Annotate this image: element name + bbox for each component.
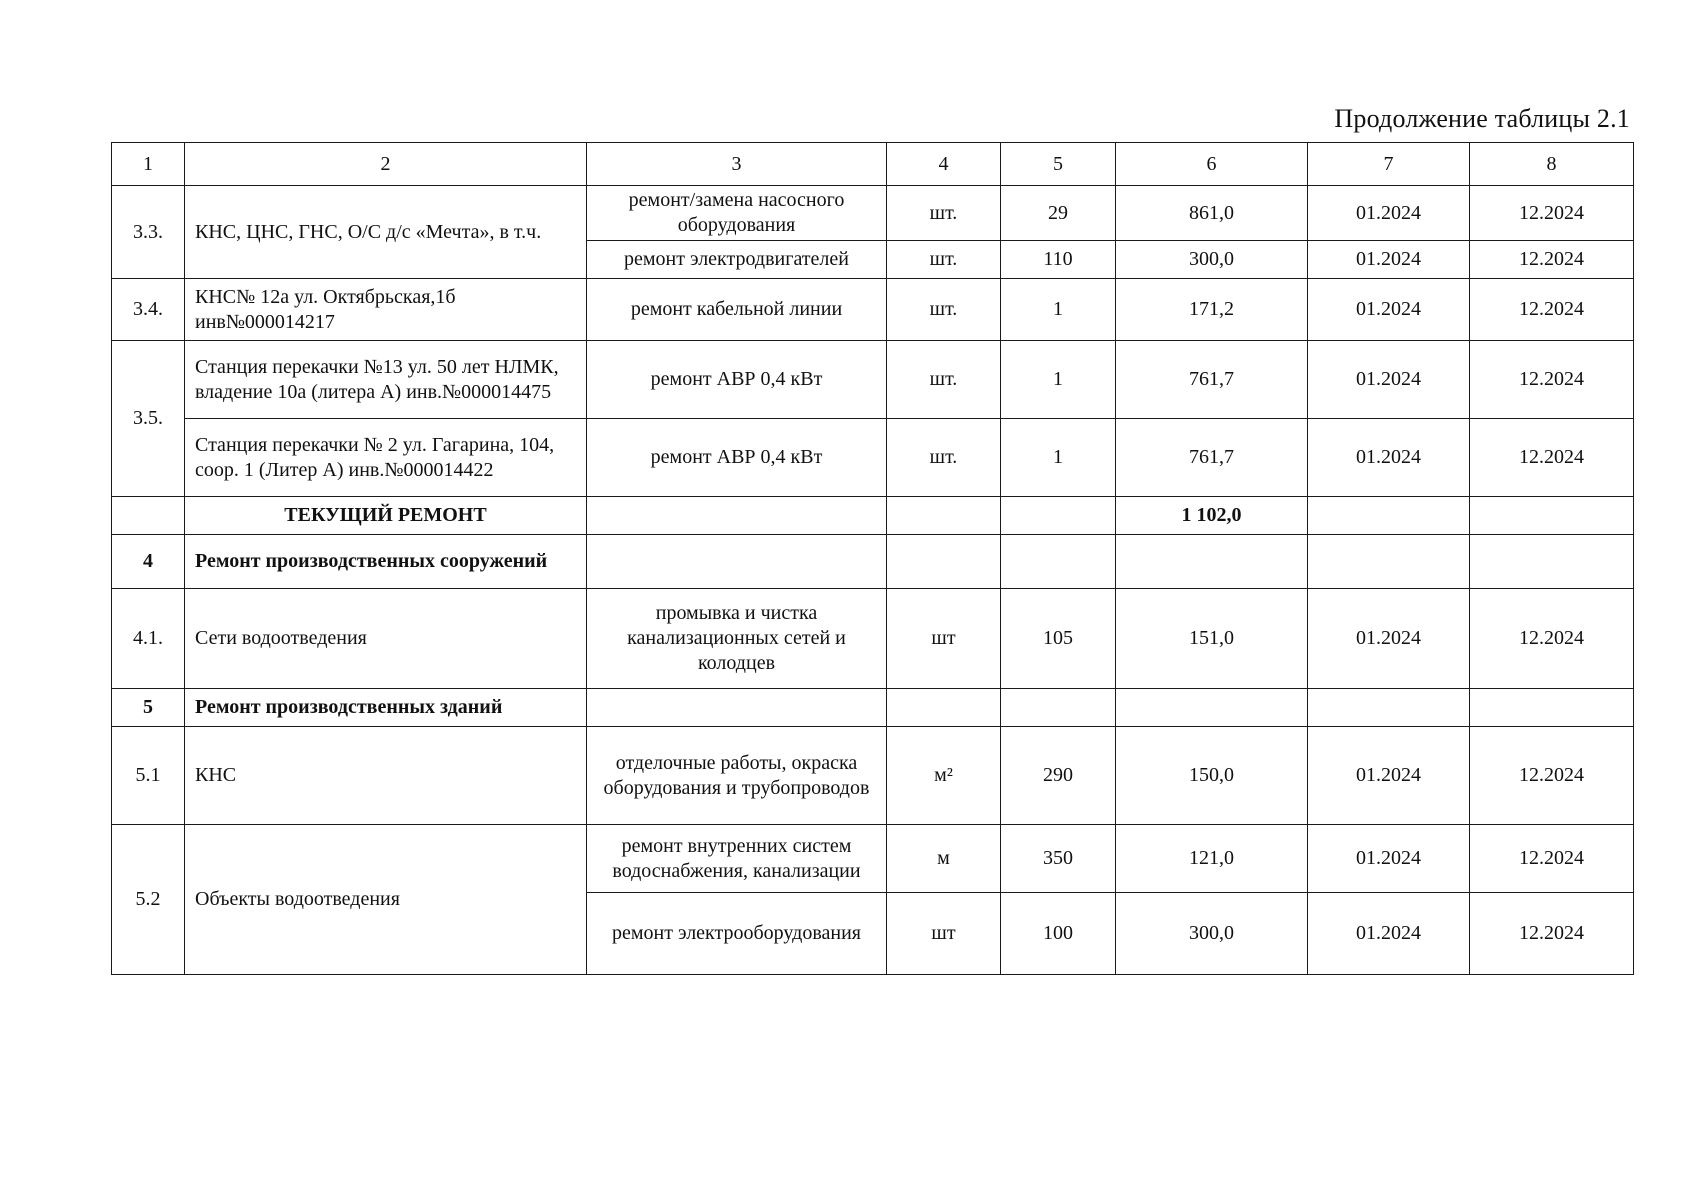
cost: 761,7 [1116, 341, 1308, 419]
quantity: 350 [1001, 825, 1116, 893]
empty-cell [1001, 535, 1116, 589]
quantity: 290 [1001, 727, 1116, 825]
object-name: Станция перекачки №13 ул. 50 лет НЛМК, владение 10а (литера А) инв.№000014475 [185, 341, 587, 419]
object-name: КНС, ЦНС, ГНС, О/С д/с «Мечта», в т.ч. [185, 186, 587, 279]
end-date: 12.2024 [1470, 341, 1634, 419]
end-date: 12.2024 [1470, 893, 1634, 975]
unit: шт. [887, 241, 1001, 279]
empty-cell [587, 497, 887, 535]
header-cell: 6 [1116, 143, 1308, 186]
start-date: 01.2024 [1308, 727, 1470, 825]
subtotal-row [112, 497, 1634, 535]
object-name: КНС [185, 727, 587, 825]
cost: 300,0 [1116, 893, 1308, 975]
header-cell: 7 [1308, 143, 1470, 186]
row-number: 5.2 [112, 825, 185, 975]
table-caption: Продолжение таблицы 2.1 [1334, 104, 1630, 133]
cost: 151,0 [1116, 589, 1308, 689]
cost: 121,0 [1116, 825, 1308, 893]
section-row [112, 689, 1634, 727]
unit: шт. [887, 279, 1001, 341]
object-name: Сети водоотведения [185, 589, 587, 689]
quantity: 100 [1001, 893, 1116, 975]
object-name: Станция перекачки № 2 ул. Гагарина, 104, соор. 1 (Литер А) инв.№000014422 [185, 419, 587, 497]
empty-cell [1308, 689, 1470, 727]
object-name: Объекты водоотведения [185, 825, 587, 975]
work-type: отделочные работы, окраска оборудования и трубопроводов [587, 727, 887, 825]
work-type: ремонт внутренних систем водоснабжения, канализации [587, 825, 887, 893]
work-type: ремонт электродвигателей [587, 241, 887, 279]
quantity: 110 [1001, 241, 1116, 279]
quantity: 105 [1001, 589, 1116, 689]
row-number: 3.3. [112, 186, 185, 279]
end-date: 12.2024 [1470, 825, 1634, 893]
header-cell: 4 [887, 143, 1001, 186]
end-date: 12.2024 [1470, 727, 1634, 825]
header-row [112, 143, 1634, 186]
cost: 861,0 [1116, 186, 1308, 241]
empty-cell [1116, 689, 1308, 727]
quantity: 1 [1001, 419, 1116, 497]
table-row [112, 186, 1634, 241]
table-row [112, 825, 1634, 893]
end-date: 12.2024 [1470, 241, 1634, 279]
empty-cell [112, 497, 185, 535]
unit: шт. [887, 186, 1001, 241]
empty-cell [1470, 497, 1634, 535]
start-date: 01.2024 [1308, 279, 1470, 341]
quantity: 29 [1001, 186, 1116, 241]
unit: м [887, 825, 1001, 893]
row-number: 3.4. [112, 279, 185, 341]
header-cell: 5 [1001, 143, 1116, 186]
empty-cell [1470, 535, 1634, 589]
empty-cell [1116, 535, 1308, 589]
section-row [112, 535, 1634, 589]
work-type: ремонт АВР 0,4 кВт [587, 419, 887, 497]
section-title: Ремонт производственных сооружений [185, 535, 587, 589]
start-date: 01.2024 [1308, 241, 1470, 279]
start-date: 01.2024 [1308, 341, 1470, 419]
section-number: 4 [112, 535, 185, 589]
empty-cell [887, 535, 1001, 589]
end-date: 12.2024 [1470, 589, 1634, 689]
table-row [112, 279, 1634, 341]
empty-cell [587, 535, 887, 589]
object-name: КНС№ 12а ул. Октябрьская,1б инв№000014217 [185, 279, 587, 341]
table-row [112, 589, 1634, 689]
empty-cell [1308, 497, 1470, 535]
start-date: 01.2024 [1308, 589, 1470, 689]
end-date: 12.2024 [1470, 186, 1634, 241]
row-number: 3.5. [112, 341, 185, 497]
table-row [112, 419, 1634, 497]
header-cell: 2 [185, 143, 587, 186]
quantity: 1 [1001, 341, 1116, 419]
end-date: 12.2024 [1470, 419, 1634, 497]
empty-cell [887, 497, 1001, 535]
table-row [112, 727, 1634, 825]
empty-cell [1470, 689, 1634, 727]
cost: 171,2 [1116, 279, 1308, 341]
empty-cell [887, 689, 1001, 727]
subtotal-label: ТЕКУЩИЙ РЕМОНТ [185, 497, 587, 535]
unit: шт [887, 893, 1001, 975]
start-date: 01.2024 [1308, 825, 1470, 893]
empty-cell [1001, 497, 1116, 535]
start-date: 01.2024 [1308, 186, 1470, 241]
unit: м² [887, 727, 1001, 825]
subtotal-value: 1 102,0 [1116, 497, 1308, 535]
header-cell: 8 [1470, 143, 1634, 186]
unit: шт [887, 589, 1001, 689]
repair-plan-table [111, 142, 1634, 975]
unit: шт. [887, 341, 1001, 419]
row-number: 5.1 [112, 727, 185, 825]
cost: 300,0 [1116, 241, 1308, 279]
cost: 150,0 [1116, 727, 1308, 825]
end-date: 12.2024 [1470, 279, 1634, 341]
work-type: промывка и чистка канализационных сетей и колодцев [587, 589, 887, 689]
work-type: ремонт электрооборудования [587, 893, 887, 975]
quantity: 1 [1001, 279, 1116, 341]
row-number: 4.1. [112, 589, 185, 689]
section-number: 5 [112, 689, 185, 727]
header-cell: 3 [587, 143, 887, 186]
empty-cell [1001, 689, 1116, 727]
start-date: 01.2024 [1308, 419, 1470, 497]
empty-cell [1308, 535, 1470, 589]
cost: 761,7 [1116, 419, 1308, 497]
section-title: Ремонт производственных зданий [185, 689, 587, 727]
table-row [112, 341, 1634, 419]
work-type: ремонт АВР 0,4 кВт [587, 341, 887, 419]
start-date: 01.2024 [1308, 893, 1470, 975]
work-type: ремонт/замена насосного оборудования [587, 186, 887, 241]
work-type: ремонт кабельной линии [587, 279, 887, 341]
header-cell: 1 [112, 143, 185, 186]
empty-cell [587, 689, 887, 727]
unit: шт. [887, 419, 1001, 497]
